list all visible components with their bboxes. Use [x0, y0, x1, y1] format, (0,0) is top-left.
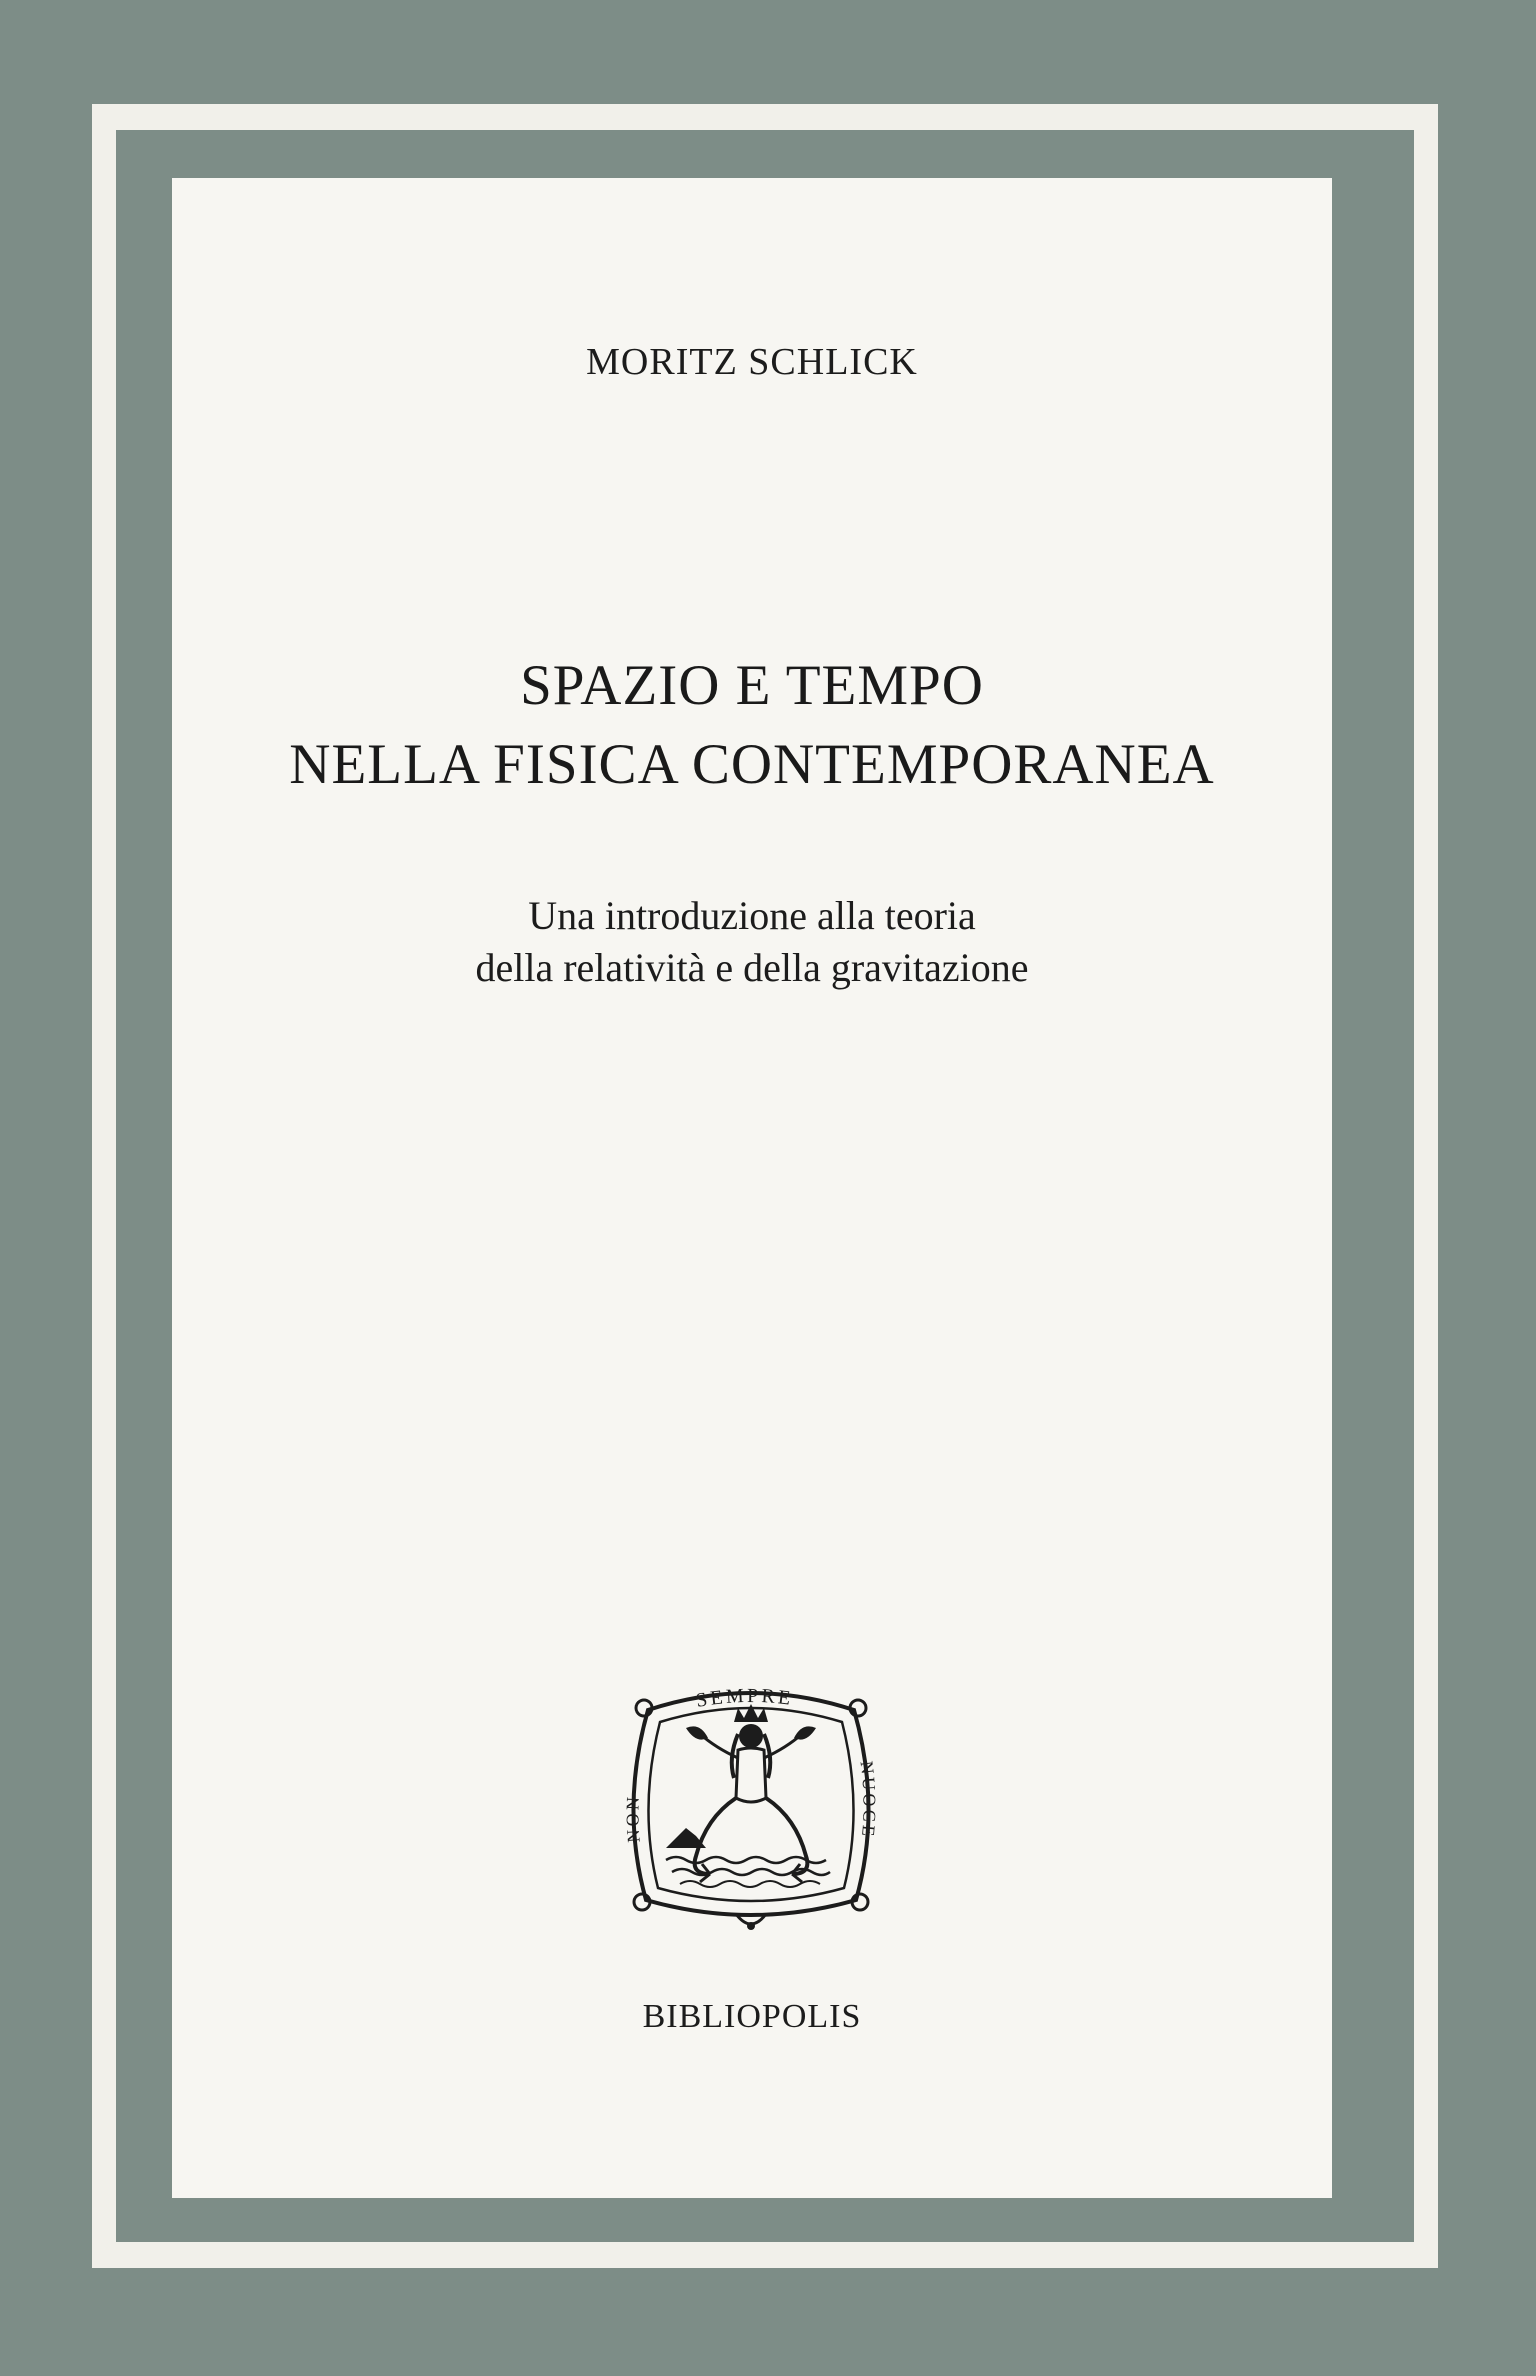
svg-text:NUOCE: NUOCE [856, 1759, 880, 1840]
cover-text-panel [172, 178, 1332, 2198]
author-name: MORITZ SCHLICK [586, 341, 918, 383]
book-title [172, 646, 1332, 804]
svg-text:SEMPRE: SEMPRE [694, 1684, 795, 1712]
book-title-line-2: NELLA FISICA CONTEMPORANEA [289, 733, 1215, 796]
book-subtitle [172, 890, 1332, 994]
publisher-name: BIBLIOPOLIS [642, 1998, 862, 2035]
svg-text:NON: NON [622, 1793, 644, 1844]
book-title-line-1: SPAZIO E TEMPO [520, 654, 984, 717]
book-subtitle-line-1: Una introduzione alla teoria [528, 893, 976, 938]
mermaid-emblem-icon [616, 1678, 886, 1938]
book-subtitle-line-2: della relatività e della gravitazione [475, 945, 1029, 990]
